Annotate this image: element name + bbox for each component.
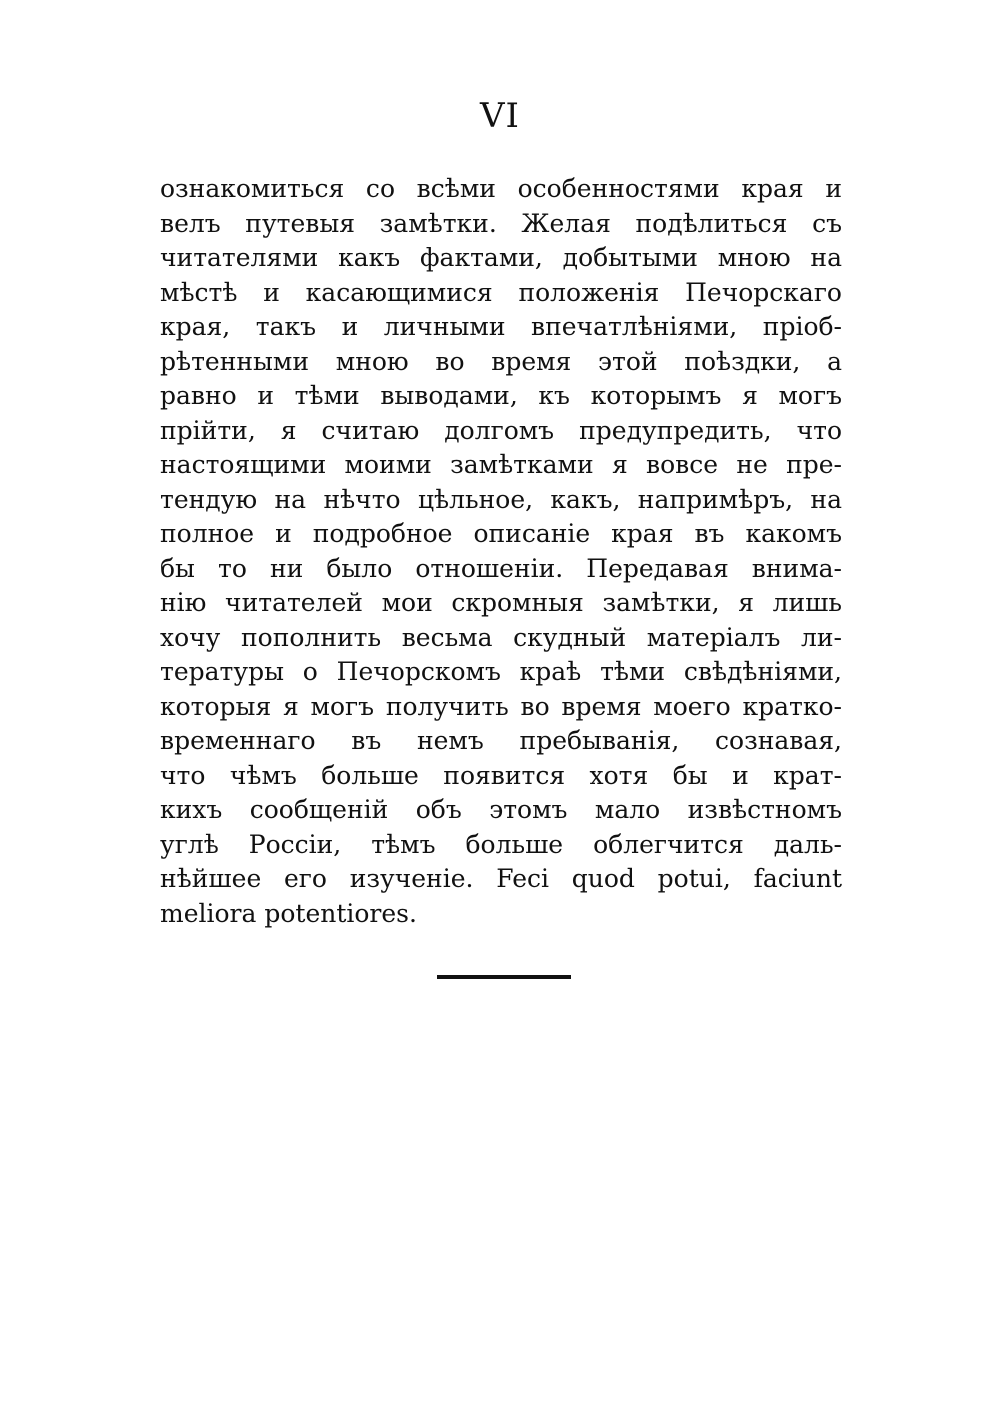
text-line: что чѣмъ больше появится хотя бы и крат- xyxy=(160,760,842,790)
text-line: читателями какъ фактами, добытыми мною на xyxy=(160,243,842,272)
text-line: нію читателей мои скромныя замѣтки, я лишь xyxy=(160,588,842,617)
text-line: ознакомиться со всѣми особенностями края и xyxy=(160,174,842,203)
text-line: прійти, я считаю долгомъ предупредить, что xyxy=(160,415,842,445)
text-line: тендую на нѣчто цѣльное, какъ, напримѣръ, на xyxy=(160,484,842,514)
text-line: нѣйшее его изученіе. Feci quod potui, faciunt xyxy=(160,864,842,893)
text-line: рѣтенными мною во время этой поѣздки, а xyxy=(160,346,842,376)
text-line: мѣстѣ и касающимися положенія Печорскаго xyxy=(160,277,842,307)
text-line-last: meliora potentiores. xyxy=(160,898,417,928)
page-number: VI xyxy=(480,96,520,136)
text-line: хочу пополнить весьма скудный матеріалъ ли- xyxy=(160,622,842,652)
end-rule-divider xyxy=(437,975,571,979)
text-line: тературы о Печорскомъ краѣ тѣми свѣдѣніями, xyxy=(160,657,842,686)
text-line: равно и тѣми выводами, къ которымъ я могъ xyxy=(160,381,842,410)
text-line: бы то ни было отношеніи. Передавая внима- xyxy=(160,553,842,583)
text-line: велъ путевыя замѣтки. Желая подѣлиться съ xyxy=(160,208,842,238)
text-line: временнаго въ немъ пребыванія, сознавая, xyxy=(160,726,842,755)
text-line: кихъ сообщеній объ этомъ мало извѣстномъ xyxy=(160,795,842,824)
text-line: настоящими моими замѣтками я вовсе не пре- xyxy=(160,450,842,479)
text-line: края, такъ и личными впечатлѣніями, пріоб- xyxy=(160,312,842,341)
text-line: полное и подробное описаніе края въ какомъ xyxy=(160,519,842,548)
body-text xyxy=(160,172,842,931)
text-line: которыя я могъ получить во время моего кратко- xyxy=(160,691,842,721)
text-line: углѣ Россіи, тѣмъ больше облегчится даль- xyxy=(160,829,842,859)
